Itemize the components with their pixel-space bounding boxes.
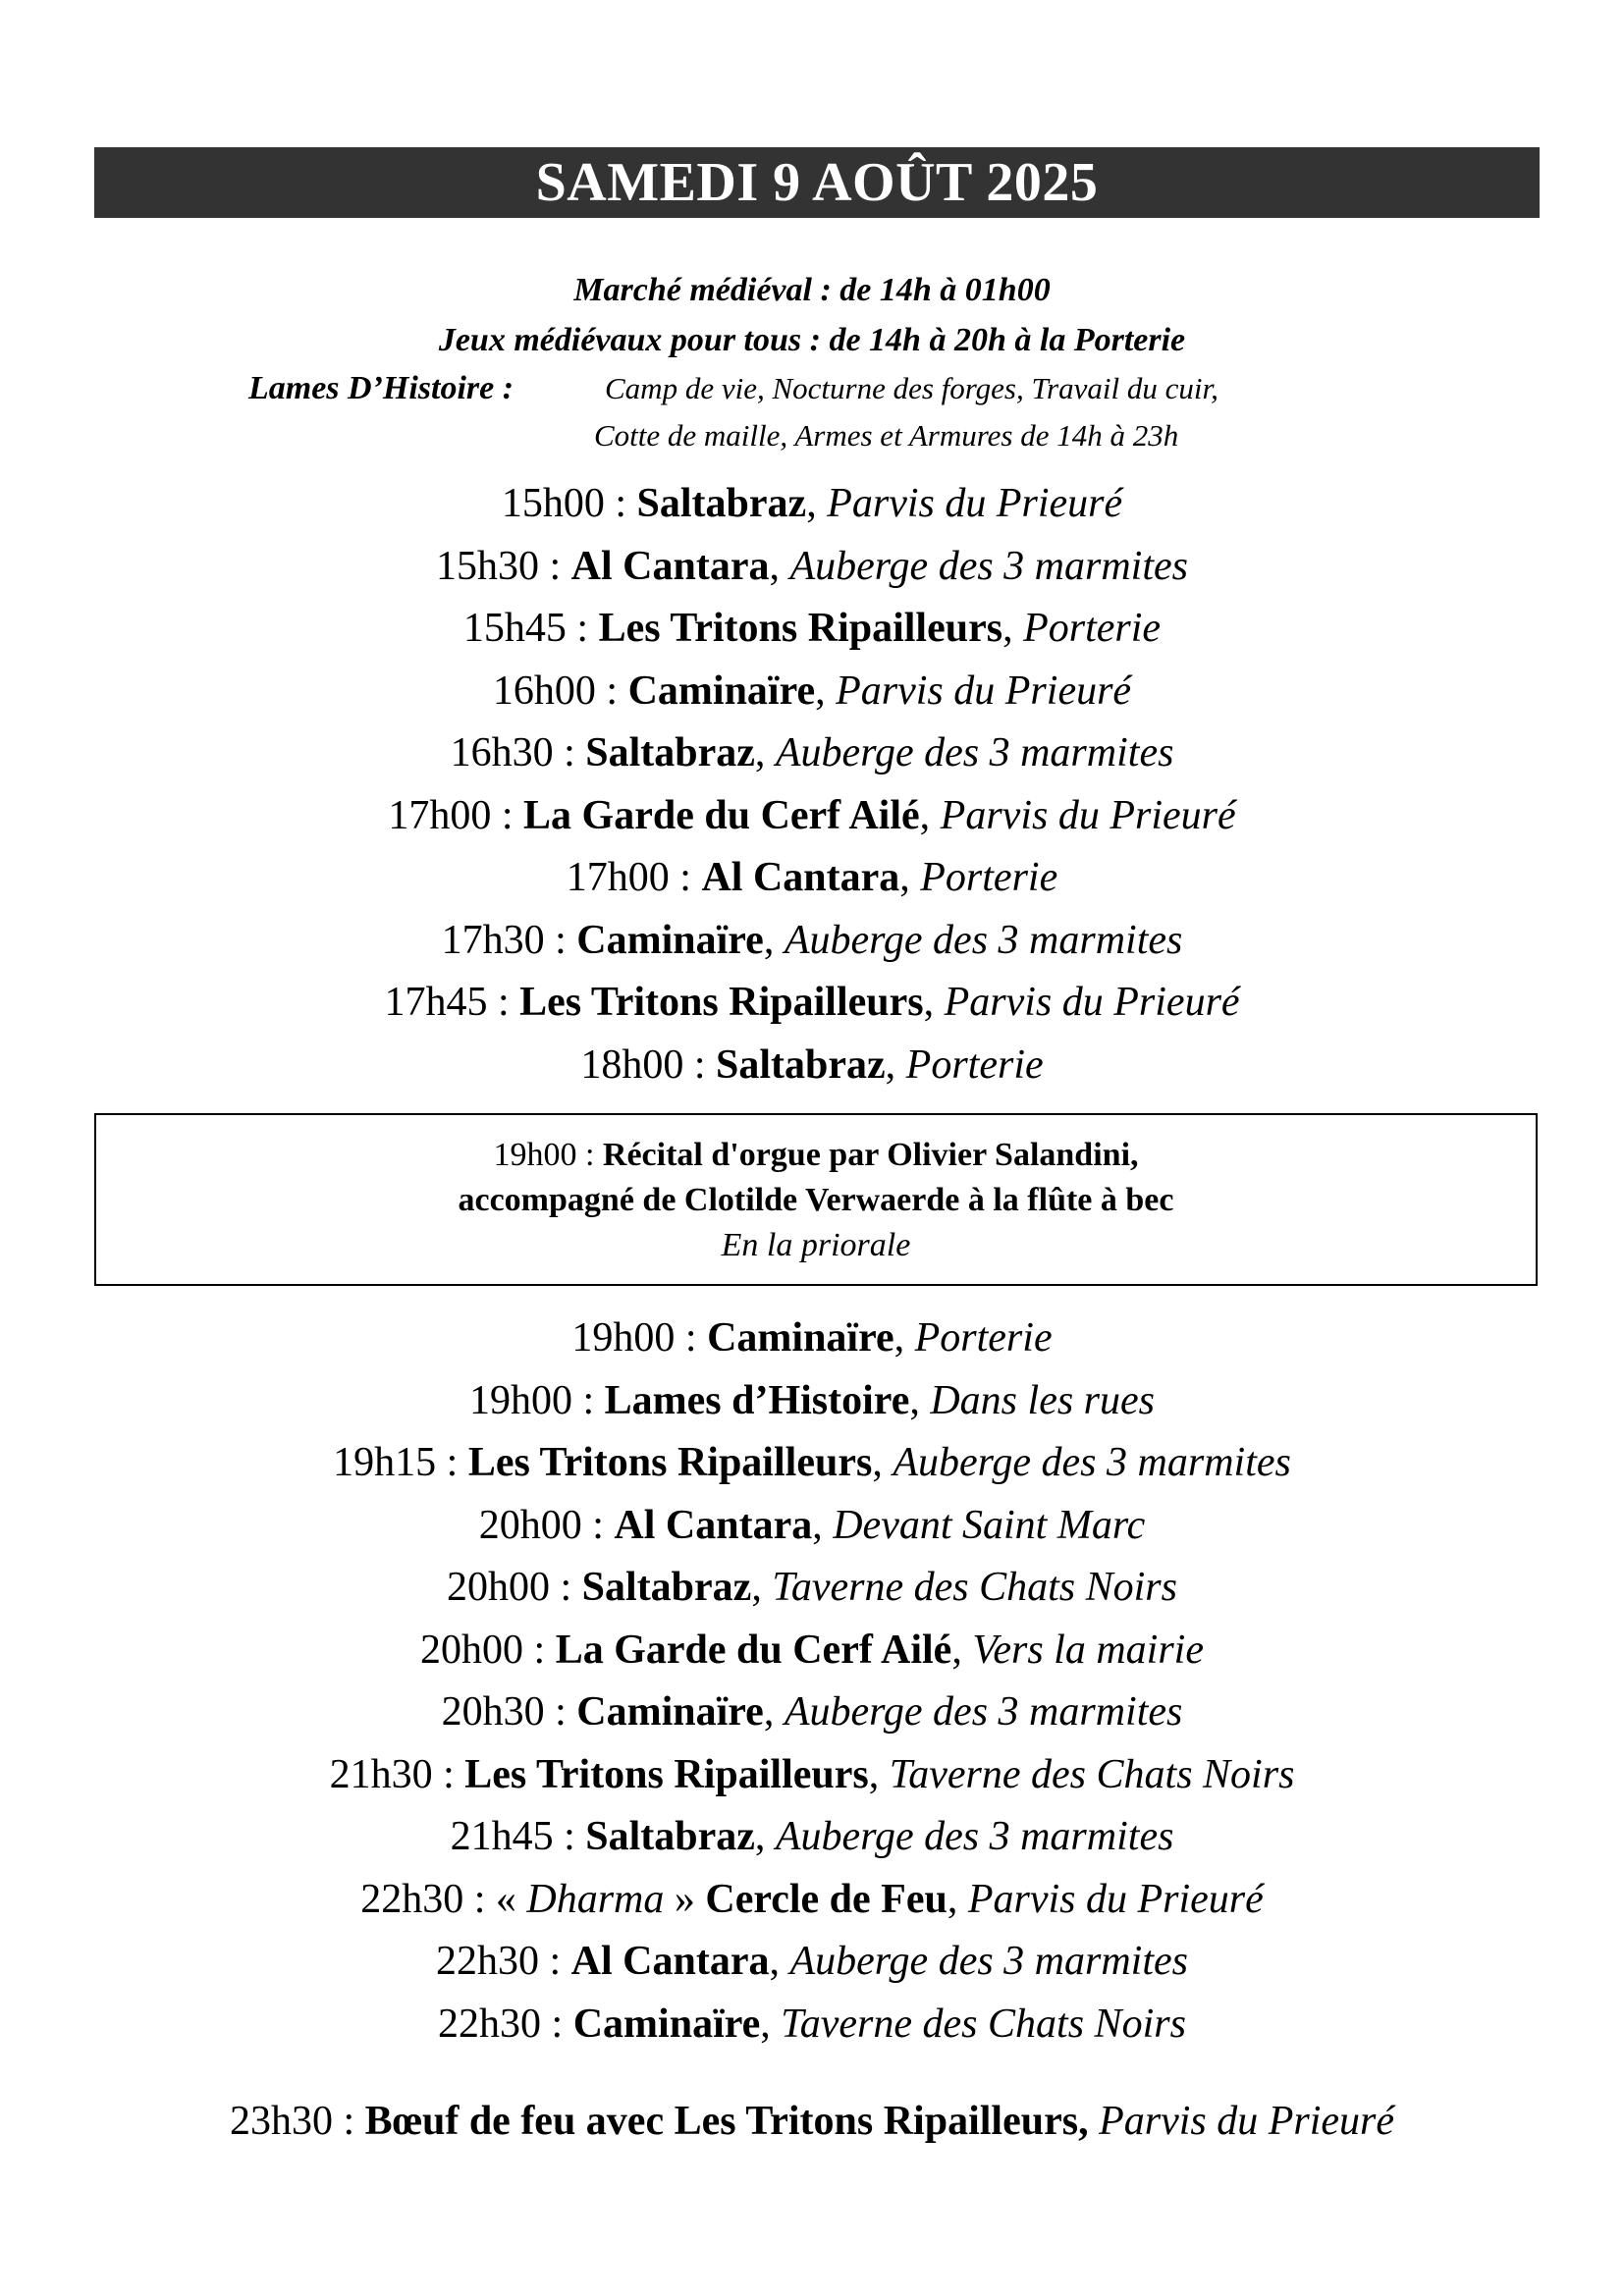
schedule-row	[0, 1682, 1624, 1744]
schedule-row	[0, 1370, 1624, 1433]
event-separator: ,	[899, 855, 921, 900]
event-place: Vers la mairie	[972, 1627, 1204, 1673]
event-separator: ,	[769, 1939, 790, 1984]
schedule-row	[0, 1806, 1624, 1869]
event-separator: ,	[806, 481, 828, 526]
event-time: 17h45 :	[384, 980, 520, 1025]
event-time: 17h00 :	[566, 855, 702, 900]
schedule-row	[0, 1994, 1624, 2056]
event-separator: ,	[951, 1627, 973, 1673]
event-artist: Saltabraz	[585, 1814, 755, 1859]
event-artist: La Garde du Cerf Ailé	[523, 792, 920, 838]
event-place: Parvis du Prieuré	[940, 792, 1236, 838]
event-artist: Saltabraz	[716, 1041, 886, 1088]
afternoon-schedule	[0, 473, 1624, 1096]
event-artist: Les Tritons Ripailleurs	[464, 1751, 869, 1797]
final-event	[0, 2091, 1624, 2153]
schedule-row	[0, 1744, 1624, 1807]
final-sep	[1089, 2099, 1100, 2144]
event-separator: ,	[763, 917, 785, 963]
event-place: Porterie	[914, 1315, 1053, 1361]
event-time: 19h00 :	[571, 1315, 708, 1361]
event-time: 22h30 : «	[360, 1876, 527, 1922]
event-place: Auberge des 3 marmites	[775, 1814, 1174, 1859]
recital-place: En la priorale	[721, 1227, 911, 1263]
recital-title: Récital d'orgue par Olivier Salandini,	[602, 1137, 1139, 1173]
event-separator: ,	[1002, 606, 1024, 651]
event-place: Auberge des 3 marmites	[893, 1440, 1291, 1485]
event-separator: ,	[754, 1814, 776, 1859]
event-artist: Al Cantara	[570, 543, 770, 589]
event-separator: ,	[812, 1502, 834, 1548]
event-artist: Cercle de Feu	[705, 1876, 947, 1922]
event-separator: ,	[868, 1751, 890, 1797]
event-artist: Caminaïre	[572, 2001, 761, 2047]
event-separator: ,	[815, 667, 837, 714]
event-time: 16h30 :	[450, 730, 586, 775]
event-time: 16h00 :	[492, 667, 628, 714]
event-time: 17h00 :	[388, 792, 524, 838]
event-place: Auberge des 3 marmites	[789, 543, 1189, 589]
show-quote: »	[664, 1876, 706, 1922]
games-hours: Jeux médiévaux pour tous : de 14h à 20h à la Porterie	[438, 322, 1186, 358]
event-artist: Les Tritons Ripailleurs	[598, 606, 1003, 651]
event-artist: Lames d’Histoire	[604, 1377, 910, 1423]
event-separator: ,	[751, 1565, 773, 1610]
schedule-row	[0, 1620, 1624, 1682]
event-time: 20h00 :	[420, 1627, 556, 1673]
schedule-row	[0, 598, 1624, 661]
market-hours: Marché médiéval : de 14h à 01h00	[573, 272, 1051, 308]
schedule-row	[0, 1308, 1624, 1370]
event-time: 21h30 :	[329, 1751, 465, 1797]
event-place: Auberge des 3 marmites	[784, 917, 1183, 963]
event-time: 22h30 :	[435, 1939, 571, 1984]
event-place: Auberge des 3 marmites	[784, 1689, 1183, 1735]
event-artist: Al Cantara	[570, 1939, 770, 1984]
schedule-row	[0, 972, 1624, 1035]
event-time: 20h00 :	[447, 1565, 582, 1610]
date-banner	[94, 147, 1540, 218]
recital-time: 19h00 :	[493, 1137, 603, 1173]
intro-block	[0, 265, 1624, 453]
event-place: Taverne des Chats Noirs	[781, 2001, 1186, 2047]
event-place: Porterie	[920, 855, 1058, 900]
event-separator: ,	[947, 1876, 968, 1922]
schedule-row	[0, 1931, 1624, 1994]
event-separator: ,	[923, 980, 945, 1025]
event-place: Taverne des Chats Noirs	[889, 1751, 1295, 1797]
event-place: Auberge des 3 marmites	[775, 730, 1174, 775]
event-place: Devant Saint Marc	[833, 1502, 1146, 1548]
schedule-row	[0, 785, 1624, 848]
recital-subtitle: accompagné de Clotilde Verwaerde à la flûte à bec	[458, 1182, 1174, 1218]
event-place: Auberge des 3 marmites	[789, 1939, 1189, 1984]
final-place: Parvis du Prieuré	[1099, 2099, 1395, 2144]
recital-line	[96, 1133, 1536, 1178]
final-artist: Bœuf de feu avec Les Tritons Ripailleurs,	[364, 2099, 1089, 2144]
schedule-row	[0, 910, 1624, 973]
evening-schedule	[0, 1308, 1624, 2056]
event-artist: Saltabraz	[581, 1565, 752, 1610]
event-separator: ,	[885, 1041, 906, 1088]
schedule-row	[0, 1432, 1624, 1495]
event-place: Parvis du Prieuré	[944, 980, 1240, 1025]
event-artist: Les Tritons Ripailleurs	[467, 1440, 873, 1485]
event-separator: ,	[893, 1315, 915, 1361]
event-artist: Saltabraz	[585, 730, 755, 775]
event-separator: ,	[760, 2001, 782, 2047]
page-title: SAMEDI 9 AOÛT 2025	[535, 152, 1099, 213]
event-time: 17h30 :	[441, 917, 577, 963]
event-time: 19h15 :	[333, 1440, 468, 1485]
event-separator: ,	[909, 1377, 931, 1423]
event-place: Parvis du Prieuré	[827, 481, 1123, 526]
event-artist: Caminaïre	[576, 1689, 764, 1735]
lames-histoire-row	[0, 365, 1624, 453]
event-separator: ,	[919, 792, 941, 838]
organ-recital-box	[94, 1113, 1538, 1286]
event-place: Porterie	[1023, 606, 1162, 651]
event-time: 21h45 :	[450, 1814, 586, 1859]
final-time: 23h30 :	[229, 2099, 365, 2144]
event-artist: Al Cantara	[701, 855, 900, 900]
schedule-row	[0, 536, 1624, 599]
event-time: 20h30 :	[441, 1689, 577, 1735]
lames-histoire-label: Lames D’Histoire :	[248, 370, 514, 406]
event-time: 22h30 :	[438, 2001, 573, 2047]
schedule-row	[0, 1035, 1624, 1097]
event-separator: ,	[872, 1440, 893, 1485]
event-place: Parvis du Prieuré	[836, 667, 1132, 714]
event-time: 15h45 :	[462, 606, 599, 651]
event-artist: Saltabraz	[636, 481, 807, 526]
lames-histoire-desc-1: Camp de vie, Nocturne des forges, Travail du cuir,	[605, 371, 1218, 405]
event-separator: ,	[754, 730, 776, 775]
event-artist: La Garde du Cerf Ailé	[555, 1627, 952, 1673]
event-place: Taverne des Chats Noirs	[772, 1565, 1177, 1610]
schedule-row	[0, 722, 1624, 785]
event-artist: Caminaïre	[576, 917, 764, 963]
schedule-row	[0, 473, 1624, 536]
event-artist: Caminaïre	[707, 1315, 894, 1361]
event-separator: ,	[763, 1689, 785, 1735]
event-time: 18h00 :	[580, 1041, 717, 1088]
schedule-row	[0, 1557, 1624, 1620]
event-place: Porterie	[905, 1041, 1044, 1088]
event-artist: Al Cantara	[614, 1502, 813, 1548]
event-separator: ,	[769, 543, 790, 589]
event-time: 19h00 :	[468, 1377, 605, 1423]
event-time: 20h00 :	[478, 1502, 615, 1548]
event-artist: Caminaïre	[627, 667, 816, 714]
show-name: Dharma	[526, 1876, 665, 1922]
event-place: Dans les rues	[930, 1377, 1156, 1423]
schedule-row	[0, 1869, 1624, 1932]
schedule-row	[0, 661, 1624, 723]
event-artist: Les Tritons Ripailleurs	[519, 980, 924, 1025]
schedule-row	[0, 847, 1624, 910]
event-place: Parvis du Prieuré	[967, 1876, 1264, 1922]
lames-histoire-desc-2: Cotte de maille, Armes et Armures de 14h à 23h	[594, 418, 1179, 453]
schedule-row	[0, 1495, 1624, 1558]
event-time: 15h00 :	[501, 481, 637, 526]
event-time: 15h30 :	[435, 543, 571, 589]
